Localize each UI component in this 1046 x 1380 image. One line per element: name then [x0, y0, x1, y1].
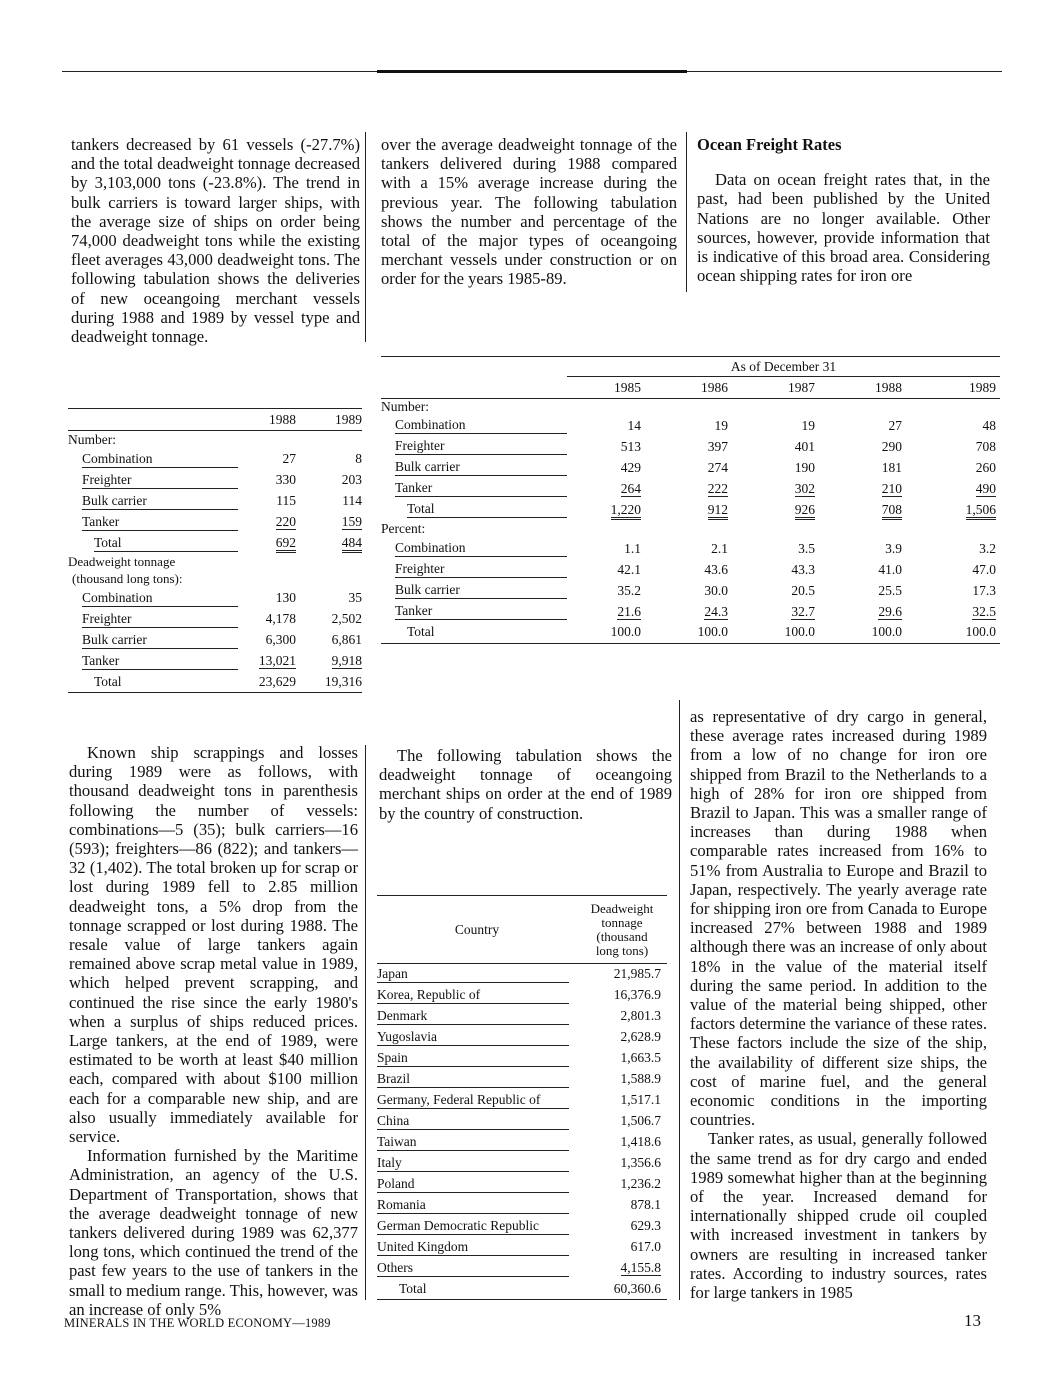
total-row: Total 1,220 912 926 708 1,506: [381, 499, 1000, 520]
paragraph: over the average deadweight tonnage of the tankers delivered during 1988 compared with a 15% average increase during the previous year. The following tabulation shows the number and percentage of the total of the major types of oceangoing merchant vessels under construction or on order for the years 1985-89.: [381, 135, 677, 289]
paragraph: Known ship scrappings and losses during 1989 were as follows, with thousand deadweight tons in parenthesis following the number of vessels: combinations—5 (35); bulk carriers—16 (593); freighters—86 (822); and tankers—32 (1,402). The total broken up for scrap or lost during 1989 fell to 2.85 million deadweight tons, a 5% drop from the tonnage scrapped or lost during 1988. The resale value of large tankers again remained above scrap metal value in 1989, which helped prevent scrapping, and continued the rise since the early 1980's when a surplus of ships reduced prices. Large tankers, at the end of 1989, were estimated to be worth at least $40 million each, compared with about $100 million each for a comparable new ship, and are also usually immediately available for service.: [69, 743, 358, 1147]
table-row: Romania 878.1: [377, 1196, 661, 1212]
paragraph: The following tabulation shows the deadweight tonnage of oceangoing merchant ships on order at the end of 1989 by the country of construction.: [379, 746, 672, 823]
dwt-header: long tons): [595, 942, 649, 958]
year-header: 1989: [914, 377, 1000, 399]
column-3-top: [697, 135, 990, 285]
dwt-header: tonnage: [601, 914, 643, 930]
table-row: Combination 14 19 19 27 48: [395, 417, 996, 433]
total-row: Total 692 484: [68, 533, 362, 554]
table-row: Yugoslavia 2,628.9: [377, 1028, 661, 1044]
table-row: Freighter 4,178 2,502: [82, 610, 362, 626]
table-row: Bulk carrier 6,300 6,861: [82, 631, 362, 647]
table-row: Brazil 1,588.9: [377, 1070, 661, 1086]
year-header: 1988: [238, 409, 300, 431]
table-row: China 1,506.7: [377, 1112, 661, 1128]
table-row: Korea, Republic of 16,376.9: [377, 986, 661, 1002]
total-row: Total 23,629 19,316: [68, 672, 362, 693]
table-row: Combination 1.1 2.1 3.5 3.9 3.2: [395, 540, 996, 556]
column-2-bottom: [379, 746, 672, 823]
column-2-top: [381, 135, 677, 289]
paragraph: Data on ocean freight rates that, in the past, had been published by the United Nations are no longer available. Other sources, however, provide information that is indicative of this broad area. Considering ocean shipping rates for iron ore: [697, 170, 990, 286]
table-row: Bulk carrier 115 114: [82, 492, 362, 508]
table-row: Poland 1,236.2: [377, 1175, 661, 1191]
table-row: Bulk carrier 35.2 30.0 20.5 25.5 17.3: [395, 582, 996, 598]
column-rule: [365, 745, 366, 1300]
table-row: Freighter 513 397 401 290 708: [395, 438, 996, 454]
section-label: Number:: [68, 431, 116, 447]
section-label: Deadweight tonnage: [68, 553, 176, 569]
table-row: Freighter 330 203: [82, 471, 362, 487]
running-footer: MINERALS IN THE WORLD ECONOMY—1989: [64, 1316, 331, 1330]
year-header: 1989: [300, 409, 362, 431]
construction-table: [381, 356, 1000, 644]
column-rule: [365, 132, 366, 342]
table-row: Bulk carrier 429 274 190 181 260: [395, 459, 996, 475]
table-row: Germany, Federal Republic of 1,517.1: [377, 1091, 661, 1107]
year-header: 1988: [827, 377, 914, 399]
table-row: Japan 21,985.7: [377, 965, 661, 982]
year-header: 1985: [567, 377, 653, 399]
deliveries-table: [68, 408, 362, 693]
paragraph: Information furnished by the Maritime Administration, an agency of the U.S. Department of Transportation, shows that the average deadweight tonnage of new tankers delivered during 1989 was 62,377 long tons, which continued the trend of the past few years to the use of tankers in the small to medium range. This, however, was an increase of only 5%: [69, 1146, 358, 1319]
column-1-bottom: [69, 743, 358, 1319]
table-row: Tanker 13,021 9,918: [82, 652, 362, 668]
column-1-top: [71, 135, 360, 346]
section-label: Number:: [381, 399, 429, 414]
dwt-header: (thousand: [596, 928, 648, 944]
year-header: 1987: [740, 377, 827, 399]
total-row: Total 100.0 100.0 100.0 100.0 100.0: [381, 622, 1000, 643]
table-row: Tanker 264 222 302 210 490: [395, 480, 996, 496]
column-group-header: As of December 31: [567, 357, 1000, 377]
section-label: (thousand long tons):: [72, 570, 183, 586]
table-row: Combination 27 8: [82, 450, 362, 466]
total-row: Total 60,360.6: [377, 1279, 667, 1300]
table-row: Tanker 220 159: [82, 513, 362, 529]
table-row: Italy 1,356.6: [377, 1154, 661, 1170]
section-heading: Ocean Freight Rates: [697, 135, 842, 154]
header-rule-thick: [377, 70, 687, 73]
table-row: United Kingdom 617.0: [377, 1238, 661, 1254]
table-row: Others 4,155.8: [377, 1259, 661, 1275]
year-header: 1986: [653, 377, 740, 399]
country-header: Country: [377, 896, 577, 964]
table-row: Combination 130 35: [82, 589, 362, 605]
column-rule: [679, 700, 680, 1300]
paragraph: as representative of dry cargo in general, these average rates increased during 1989 from a low of no change for iron ore shipped from Brazil to the Netherlands to a high of 28% for iron ore shipped from Brazil to Japan. This was a smaller range of increases than during 1988 when comparable rates increased from 16% to 51% from Australia to Europe and Brazil to Japan, respectively. The yearly average rate for shipping iron ore from Canada to Europe increased 27% between 1988 and 1989 although there was an increase of only about 18% in the value of the material itself during the same period. In addition to the value of the material being shipped, other factors determine the variance of these rates. These factors include the size of the ship, the availability of different size ships, the cost of marine fuel, and the general economic conditions in the importing countries.: [690, 707, 987, 1130]
table-row: Taiwan 1,418.6: [377, 1133, 661, 1149]
table-row: Spain 1,663.5: [377, 1049, 661, 1065]
paragraph: Tanker rates, as usual, generally followed the same trend as for dry cargo and ended 1989 somewhat higher than at the beginning of the year. Increased demand for internationally shipped crude oil coupled with increased investment in tankers by owners are resulting in increased tanker rates. According to industry sources, rates for large tankers in 1985: [690, 1129, 987, 1303]
country-table: [377, 895, 667, 1300]
paragraph: tankers decreased by 61 vessels (-27.7%) and the total deadweight tonnage decreased by 3,103,000 tons (-23.8%). The trend in bulk carriers is toward larger ships, with the average size of ships on order being 74,000 deadweight tons while the existing fleet averages 43,000 deadweight tons. The following tabulation shows the deliveries of new oceangoing merchant vessels during 1988 and 1989 by vessel type and deadweight tonnage.: [71, 135, 360, 347]
column-3-bottom: [690, 707, 987, 1302]
section-label: Percent:: [381, 521, 426, 536]
table-row: German Democratic Republic 629.3: [377, 1217, 661, 1233]
table-row: Denmark 2,801.3: [377, 1007, 661, 1023]
table-row: Tanker 21.6 24.3 32.7 29.6 32.5: [395, 603, 996, 619]
dwt-header: Deadweight: [590, 900, 654, 916]
column-rule: [686, 132, 687, 292]
page-number: 13: [964, 1311, 981, 1330]
table-row: Freighter 42.1 43.6 43.3 41.0 47.0: [395, 561, 996, 577]
